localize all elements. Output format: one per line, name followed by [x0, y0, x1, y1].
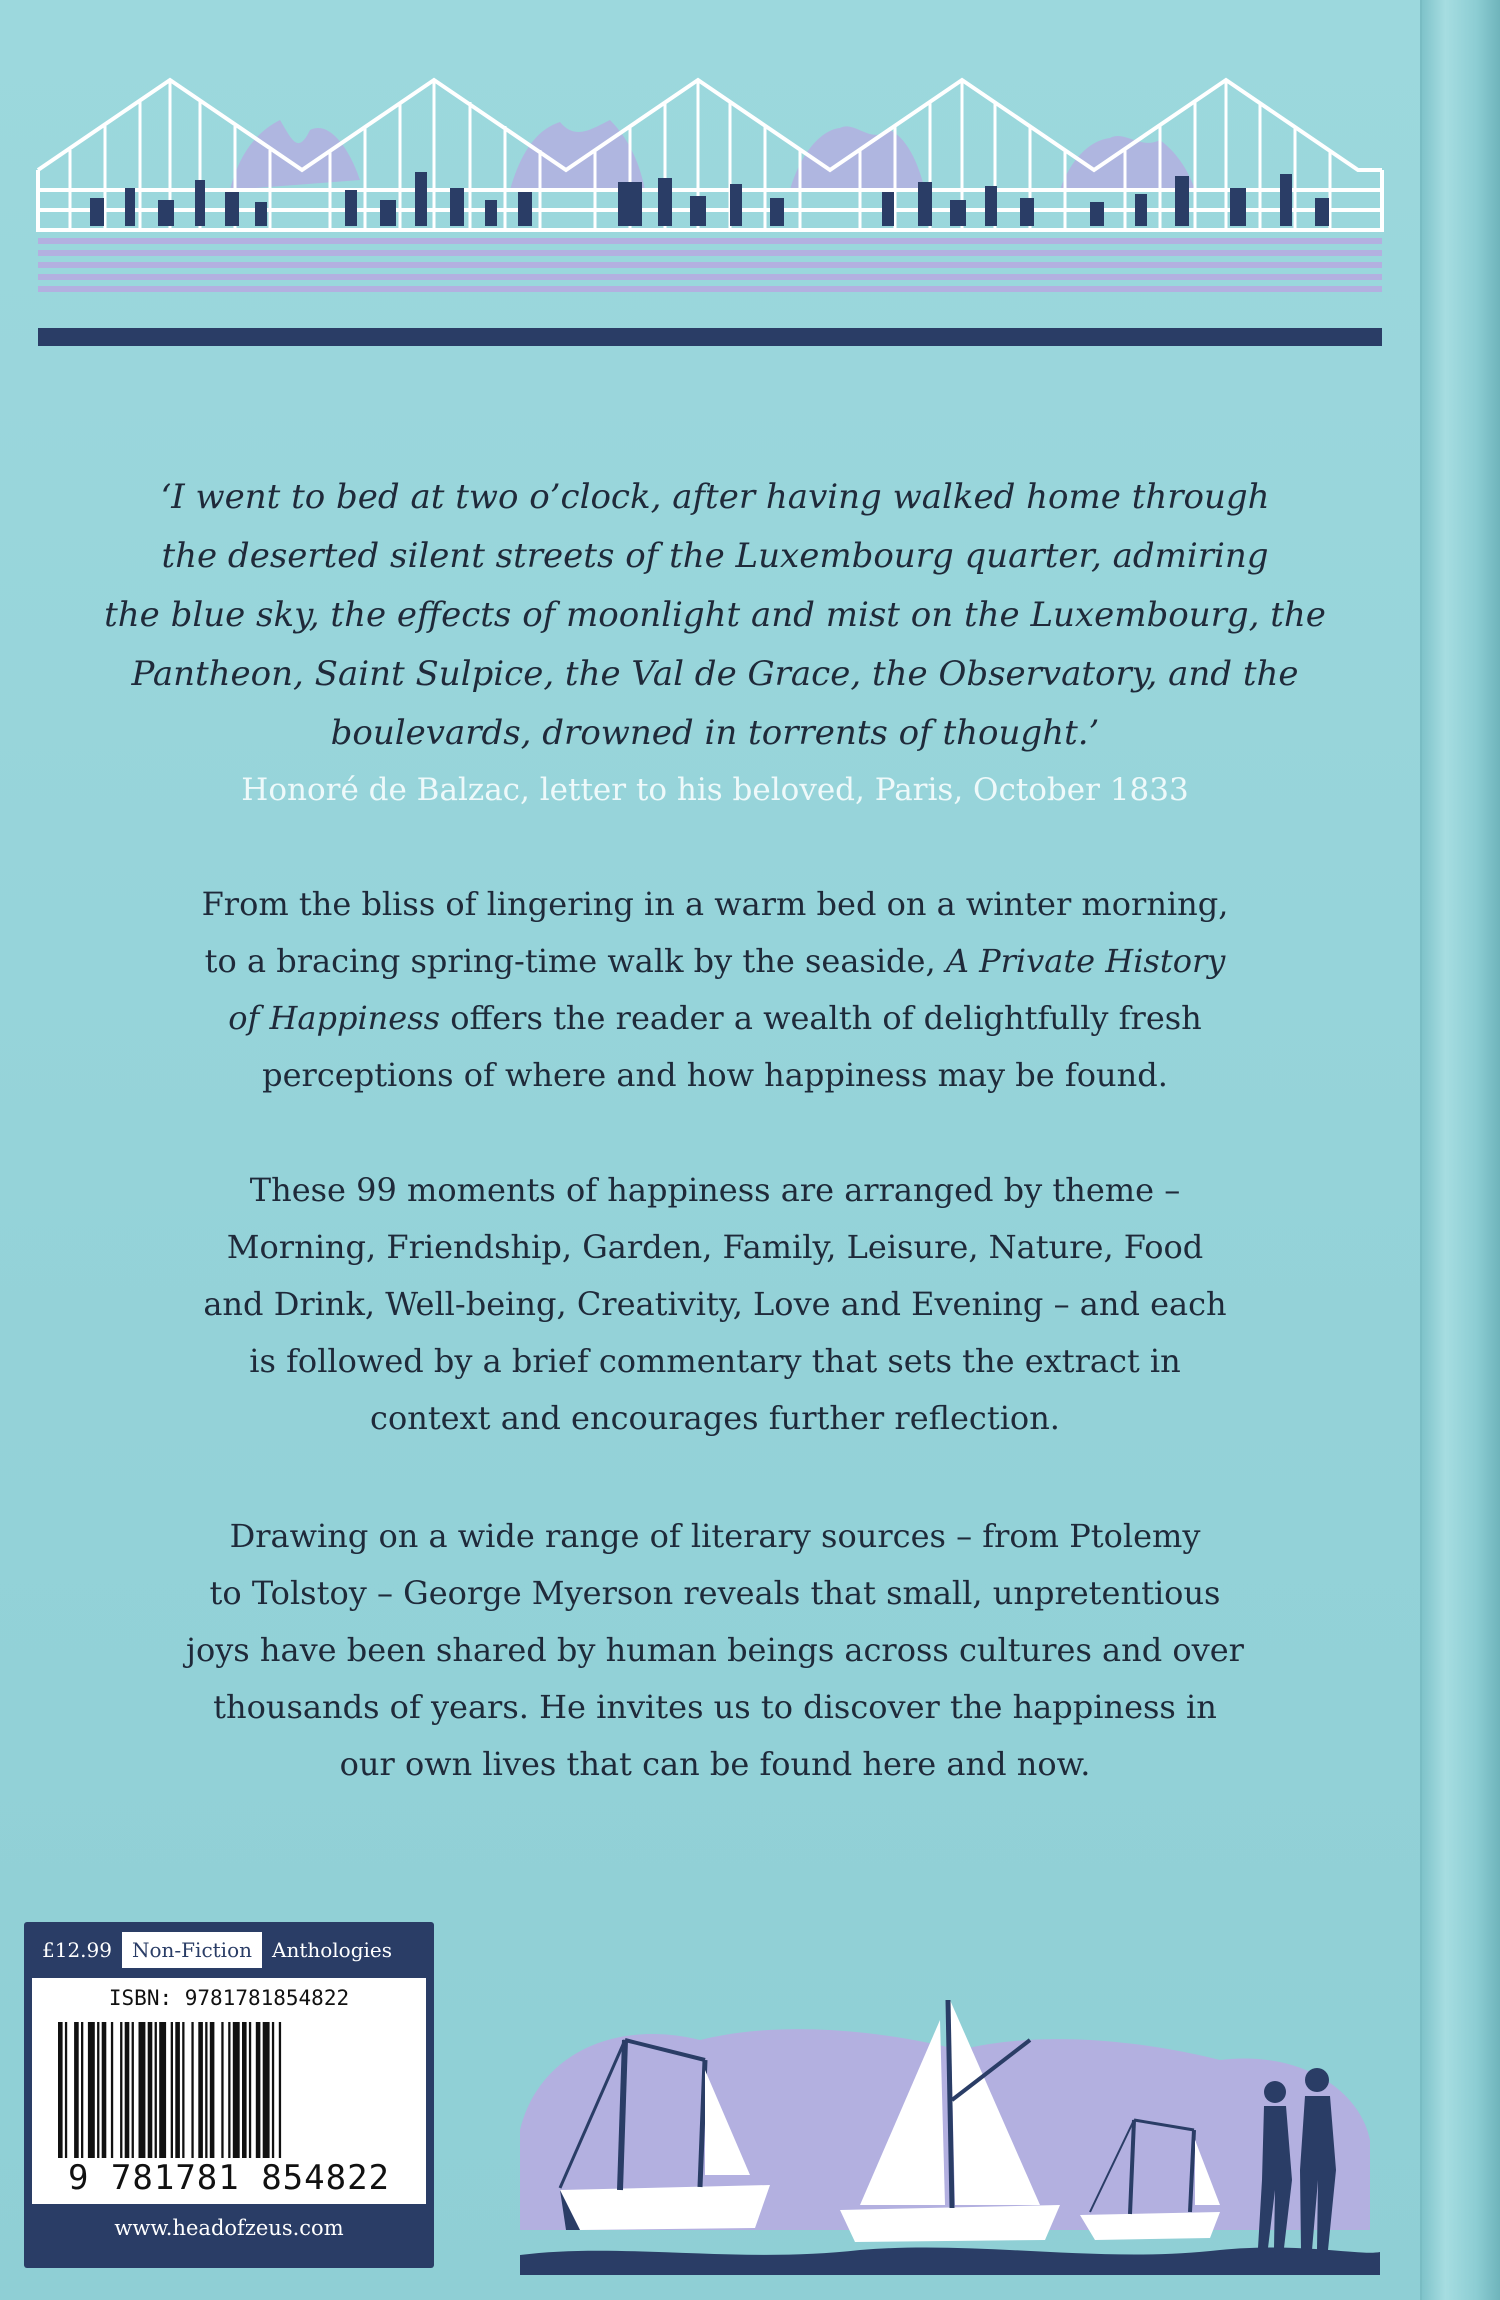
blurb-p1-after: offers the reader a wealth of delightfully fresh perceptions of where and how happiness may be found.: [262, 999, 1202, 1094]
barcode-bar: [139, 2022, 146, 2158]
barcode-bar: [210, 2022, 215, 2158]
barcode-bar: [171, 2022, 173, 2158]
blurb-paragraph-2: These 99 moments of happiness are arranged by theme – Morning, Friendship, Garden, Family, Leisure, Nature, Food and Drink, Well-being, Creativity, Love and Evening – and each is followed by a brief commentary that sets the extract in context and encourages further reflection.: [203, 1171, 1227, 1437]
barcode-bar: [256, 2022, 261, 2158]
blurb-p1-before: From the bliss of lingering in a warm bed on a winter morning, to a bracing spring-time walk by the seaside,: [201, 885, 1229, 980]
barcode-bar: [182, 2022, 184, 2158]
barcode-panel: [24, 1922, 434, 2268]
barcode-bar: [155, 2022, 157, 2158]
barcode-bar: [205, 2022, 207, 2158]
isbn-label: ISBN: 9781781854822: [108, 1986, 350, 2010]
blurb-paragraph-3: Drawing on a wide range of literary sources – from Ptolemy to Tolstoy – George Myerson reveals that small, unpretentious joys have been shared by human beings across cultures and over thousands of years. He invites us to discover the happiness in our own lives that can be found here and now.: [186, 1517, 1244, 1783]
barcode-bar: [175, 2022, 180, 2158]
boats-illustration: [500, 1980, 1390, 2275]
barcode-bar: [97, 2022, 99, 2158]
barcode-bar: [272, 2022, 274, 2158]
barcode-bar: [249, 2022, 251, 2158]
barcode-bar: [263, 2022, 270, 2158]
barcode-bar: [88, 2022, 95, 2158]
quote-attribution: Honoré de Balzac, letter to his beloved, Paris, October 1833: [241, 772, 1189, 808]
barcode-bar: [111, 2022, 113, 2158]
barcode-bar: [74, 2022, 79, 2158]
barcode-bar: [81, 2022, 83, 2158]
category-tags: [32, 1932, 428, 1968]
barcode-bar: [65, 2022, 67, 2158]
spine-edge: [1420, 0, 1500, 2300]
publisher-website[interactable]: www.headofzeus.com: [114, 2216, 344, 2240]
barcode-bar: [228, 2022, 230, 2158]
category-tag: Non-Fiction: [122, 1932, 262, 1968]
greenhouse-illustration: [30, 60, 1390, 360]
barcode-bar: [120, 2022, 122, 2158]
quote-text: ‘I went to bed at two o’clock, after having walked home through the deserted silent streets of the Luxembourg quarter, admiring the blue sky, the effects of moonlight and mist on the Luxembourg, the Pantheon, Saint Sulpice, the Val de Grace, the Observatory, and the boulevards, drowned in torrents of thought.’: [104, 477, 1326, 753]
price-tag: £12.99: [42, 1938, 112, 1962]
barcode-bar: [58, 2022, 63, 2158]
barcode-bar: [148, 2022, 153, 2158]
subcategory-tag: Anthologies: [272, 1938, 393, 1962]
barcode-bar: [125, 2022, 130, 2158]
barcode-bar: [221, 2022, 223, 2158]
barcode-bar: [233, 2022, 240, 2158]
barcode-bar: [132, 2022, 134, 2158]
book-title: A Private History of Happiness: [228, 942, 1226, 1037]
barcode-digits: 9 781781 854822: [67, 2158, 391, 2198]
barcode: [58, 2022, 400, 2158]
blurb-paragraph-1: [100, 876, 1330, 1104]
epigraph: [90, 468, 1340, 815]
barcode-bar: [242, 2022, 247, 2158]
barcode-bar: [191, 2022, 193, 2158]
barcode-bar: [102, 2022, 107, 2158]
barcode-bar: [159, 2022, 166, 2158]
barcode-bar: [198, 2022, 203, 2158]
barcode-bar: [279, 2022, 281, 2158]
barcode-box: [32, 1978, 426, 2204]
